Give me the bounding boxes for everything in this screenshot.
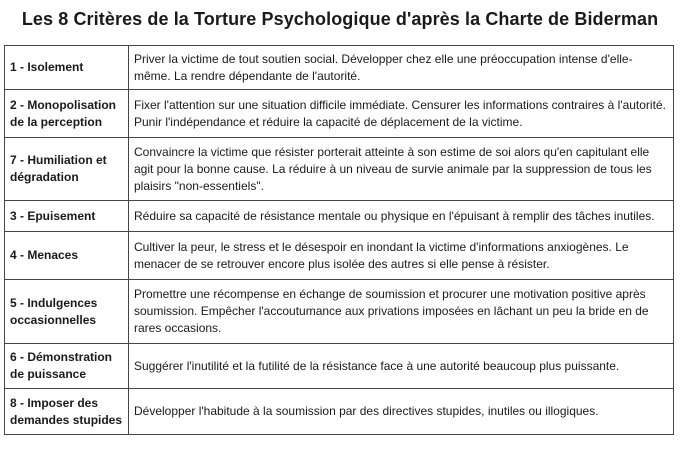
description-cell: Suggérer l'inutilité et la futilité de la résistance face à une autorité beaucoup plus puissante. [129, 344, 674, 389]
description-cell: Cultiver la peur, le stress et le désespoir en inondant la victime d'informations anxiogènes. Le menacer de se retrouver encore plus isolée des autres si elle pense à résister. [129, 232, 674, 280]
description-cell: Réduire sa capacité de résistance mentale ou physique en l'épuisant à remplir des tâches inutiles. [129, 201, 674, 232]
table-row [5, 389, 674, 435]
criterion-cell: 8 - Imposer des demandes stupides [5, 389, 129, 435]
criterion-cell: 2 - Monopolisation de la perception [5, 90, 129, 138]
table-row [5, 280, 674, 344]
description-cell: Priver la victime de tout soutien social. Développer chez elle une préoccupation intense d'elle-même. La rendre dépendante de l'autorité. [129, 46, 674, 90]
page-title: Les 8 Critères de la Torture Psychologique d'après la Charte de Biderman [21, 9, 659, 29]
table-row [5, 138, 674, 201]
criteria-table [4, 45, 674, 435]
description-cell: Fixer l'attention sur une situation difficile immédiate. Censurer les informations contraires à l'autorité. Punir l'indépendance et réduire la capacité de déplacement de la victime. [129, 90, 674, 138]
criterion-cell: 5 - Indulgences occasionnelles [5, 280, 129, 344]
table-row [5, 46, 674, 90]
criterion-cell: 1 - Isolement [5, 46, 129, 90]
description-cell: Développer l'habitude à la soumission par des directives stupides, inutiles ou illogiques. [129, 389, 674, 435]
criterion-cell: 6 - Démonstration de puissance [5, 344, 129, 389]
table-row [5, 90, 674, 138]
table-row [5, 201, 674, 232]
table-row [5, 232, 674, 280]
criterion-cell: 4 - Menaces [5, 232, 129, 280]
criterion-cell: 7 - Humiliation et dégradation [5, 138, 129, 201]
description-cell: Convaincre la victime que résister porterait atteinte à son estime de soi alors qu'en capitulant elle agit pour la bonne cause. La réduire à un niveau de survie animale par la suppression de tous les plaisirs "non-essentiels". [129, 138, 674, 201]
description-cell: Promettre une récompense en échange de soumission et procurer une motivation positive après soumission. Empêcher l'accoutumance aux privations imposées en lâchant un peu la bride en de rares occasions. [129, 280, 674, 344]
criterion-cell: 3 - Epuisement [5, 201, 129, 232]
table-row [5, 344, 674, 389]
